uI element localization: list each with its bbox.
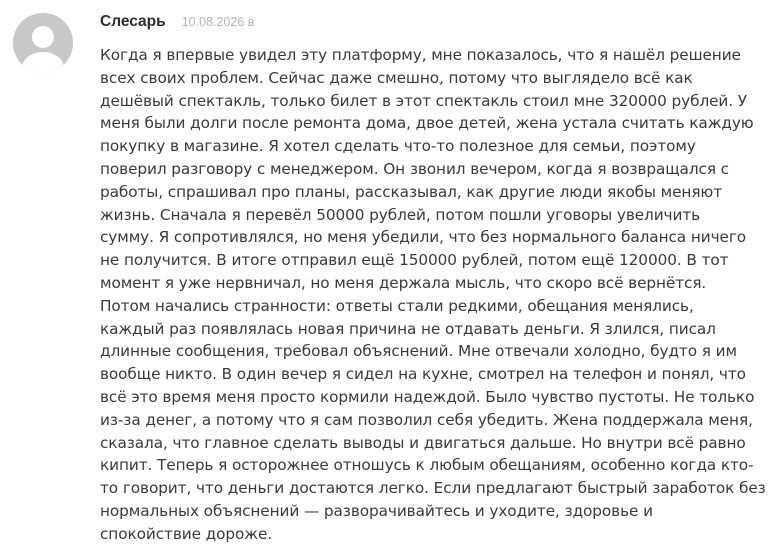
comment-line: покупку в магазине. Я хотел сделать что-то полезное для семьи, поэтому bbox=[100, 137, 696, 156]
comment-line: не получится. В итоге отправил ещё 150000 рублей, потом ещё 120000. В тот bbox=[100, 251, 729, 270]
comment-line: каждый раз появлялась новая причина не отдавать деньги. Я злился, писал bbox=[100, 319, 716, 338]
comment-author[interactable]: Слесарь bbox=[100, 13, 166, 30]
comment-line: длинные сообщения, требовал объяснений. Мне отвечали холодно, будто я им bbox=[100, 342, 737, 361]
comment-line: момент я уже нервничал, но меня держала мысль, что скоро всё вернётся. bbox=[100, 273, 707, 292]
comment-meta bbox=[100, 11, 254, 35]
comment-line: поверил разговору с менеджером. Он звонил вечером, когда я возвращался с bbox=[100, 159, 729, 178]
comment-line: сказала, что главное сделать выводы и двигаться дальше. Но внутри всё равно bbox=[100, 433, 746, 452]
default-user-avatar-icon bbox=[13, 13, 73, 73]
comment-line: спокойствие дороже. bbox=[100, 524, 273, 543]
comment-line: работы, спрашивал про планы, рассказывал, как другие люди якобы меняют bbox=[100, 182, 723, 201]
comment-line: всех своих проблем. Сейчас даже смешно, потому что выглядело всё как bbox=[100, 68, 693, 87]
comment-line: Потом начались странности: ответы стали редкими, обещания менялись, bbox=[100, 296, 694, 315]
comment-line: из-за денег, а потому что я сам позволил себя убедить. Жена поддержала меня, bbox=[100, 410, 753, 429]
comment-line: дешёвый спектакль, только билет в этот спектакль стоил мне 320000 рублей. У bbox=[100, 91, 748, 110]
comment-line: кипит. Теперь я осторожнее отношусь к любым обещаниям, особенно когда кто- bbox=[100, 456, 754, 475]
comment-line: нормальных объяснений — разворачивайтесь и уходите, здоровье и bbox=[100, 501, 653, 520]
comment-body bbox=[100, 44, 766, 546]
comment-date[interactable]: 10.08.2026 в bbox=[181, 15, 255, 29]
comment-line: всё это время меня просто кормили надеждой. Было чувство пустоты. Не только bbox=[100, 387, 755, 406]
comment-line: жизнь. Сначала я перевёл 50000 рублей, потом пошли уговоры увеличить bbox=[100, 205, 701, 224]
comment-line: то говорит, что деньги достаются легко. Если предлагают быстрый заработок без bbox=[100, 479, 766, 498]
comment-line: сумму. Я сопротивлялся, но меня убедили, что без нормального баланса ничего bbox=[100, 228, 747, 247]
comment-line: вообще никто. В один вечер я сидел на кухне, смотрел на телефон и понял, что bbox=[100, 365, 746, 384]
comment-line: Когда я впервые увидел эту платформу, мне показалось, что я нашёл решение bbox=[100, 46, 741, 64]
avatar bbox=[13, 13, 73, 73]
comment-line: меня были долги после ремонта дома, двое детей, жена устала считать каждую bbox=[100, 114, 754, 133]
